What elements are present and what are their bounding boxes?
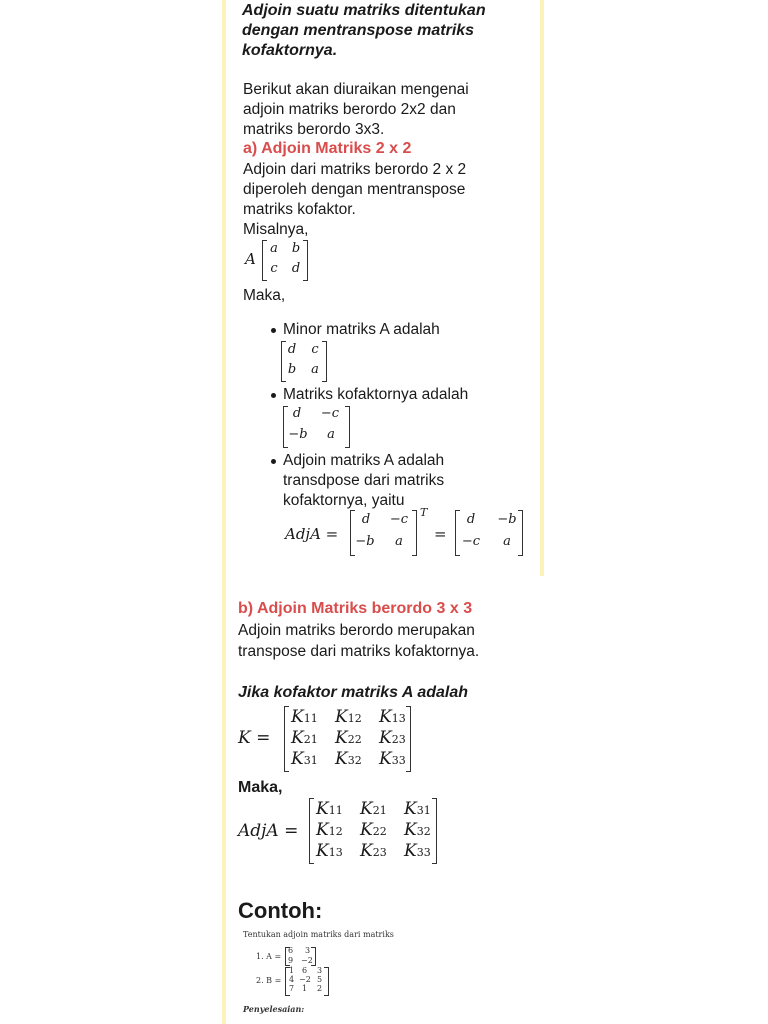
minor-cell: d <box>287 342 297 357</box>
adj-matrix-cell: K21 <box>360 799 387 819</box>
penyelesaian-label: Penyelesaian: <box>243 1004 305 1014</box>
section-a-line-1: Adjoin dari matriks berordo 2 x 2 <box>243 161 467 178</box>
minor-cell: a <box>311 362 319 377</box>
section-a-line-2: diperoleh dengan mentranspose <box>243 181 466 198</box>
ex1-cell: 3 <box>305 946 311 955</box>
heading-line-1: Adjoin suatu matriks ditentukan <box>242 2 486 19</box>
adj-left-cell: a <box>395 534 403 549</box>
adj-right-cell: d <box>466 512 476 527</box>
contoh-heading: Contoh: <box>238 898 323 923</box>
ex2-cell: 7 <box>289 984 295 993</box>
ex2-cell: 4 <box>289 975 295 984</box>
adj-matrix-cell: K22 <box>360 820 387 840</box>
heading-line-2: dengan mentranspose matriks <box>242 22 475 39</box>
k-matrix-cell: K12 <box>335 707 362 727</box>
maka-label: Maka, <box>243 287 286 304</box>
left-bracket <box>284 706 289 772</box>
right-bracket <box>303 240 308 281</box>
adj-matrix-cell: K12 <box>316 820 343 840</box>
bullet-dot <box>271 459 276 464</box>
right-bracket <box>324 967 329 996</box>
right-bracket <box>518 510 523 556</box>
ex2-cell: 1 <box>302 984 308 993</box>
adj-left-cell: −c <box>389 512 409 527</box>
k-matrix-cell: K21 <box>291 728 318 748</box>
page-top-panel <box>226 0 540 576</box>
right-yellow-border <box>540 0 544 576</box>
example-2-label: 2. B = <box>256 976 282 985</box>
right-bracket <box>311 947 316 966</box>
matrix-a-cell: b <box>291 241 301 256</box>
matrix-a-cell: a <box>270 241 278 256</box>
k-matrix-cell: K22 <box>335 728 362 748</box>
adj-matrix-cell: K13 <box>316 841 343 861</box>
cofactor-cell: −b <box>288 427 308 442</box>
bullet-cofactor-text: Matriks kofaktornya adalah <box>283 386 469 403</box>
right-bracket <box>345 406 350 448</box>
equals-sign: = <box>434 525 447 543</box>
adj-matrix-cell: K11 <box>316 799 343 819</box>
left-bracket <box>350 510 355 556</box>
ex2-cell: −2 <box>299 975 311 984</box>
tentukan-text: Tentukan adjoin matriks dari matriks <box>243 930 394 939</box>
bullet-dot <box>271 393 276 398</box>
left-bracket <box>455 510 460 556</box>
matrix-a-cell: d <box>291 261 301 276</box>
cofactor-cell: −c <box>320 406 340 421</box>
bullet-adjoin-line-1: Adjoin matriks A adalah <box>283 452 445 469</box>
intro-line-3: matriks berordo 3x3. <box>243 121 385 138</box>
adj-label: AdjA = <box>285 525 339 543</box>
ex2-cell: 3 <box>317 966 323 975</box>
section-a-line-3: matriks kofaktor. <box>243 201 356 218</box>
misalnya-label: Misalnya, <box>243 221 309 238</box>
section-b-line-2: transpose dari matriks kofaktornya. <box>238 643 480 660</box>
k-matrix-cell: K31 <box>291 749 318 769</box>
left-bracket <box>309 798 314 864</box>
ex2-cell: 2 <box>317 984 323 993</box>
right-bracket <box>432 798 437 864</box>
adj-left-cell: d <box>361 512 371 527</box>
ex2-cell: 1 <box>289 966 295 975</box>
adj-matrix-cell: K33 <box>404 841 431 861</box>
right-bracket <box>412 510 417 556</box>
bullet-dot <box>271 328 276 333</box>
k-matrix-cell: K11 <box>291 707 318 727</box>
ex1-cell: 6 <box>288 946 294 955</box>
heading-line-3: kofaktornya. <box>242 42 338 59</box>
cofactor-cell: a <box>327 427 335 442</box>
right-bracket <box>322 341 327 382</box>
adj-right-cell: −c <box>461 534 481 549</box>
adj-matrix-cell: K32 <box>404 820 431 840</box>
intro-line-1: Berikut akan diuraikan mengenai <box>243 81 469 98</box>
ex2-cell: 6 <box>302 966 308 975</box>
section-a-title: a) Adjoin Matriks 2 x 2 <box>243 140 412 157</box>
bullet-minor-text: Minor matriks A adalah <box>283 321 440 338</box>
maka-bold-label: Maka, <box>238 779 283 796</box>
page-bottom-panel <box>226 576 544 1024</box>
adj-right-cell: −b <box>497 512 517 527</box>
k-matrix-cell: K23 <box>379 728 406 748</box>
minor-cell: c <box>311 342 319 357</box>
transpose-superscript: T <box>420 506 428 519</box>
k-matrix-cell: K33 <box>379 749 406 769</box>
k-matrix-cell: K32 <box>335 749 362 769</box>
example-1-label: 1. A = <box>256 952 282 961</box>
adj3-label: AdjA = <box>238 821 299 841</box>
k-label: K = <box>238 728 271 748</box>
adj-matrix-cell: K23 <box>360 841 387 861</box>
adj-matrix-cell: K31 <box>404 799 431 819</box>
ex2-cell: 5 <box>317 975 323 984</box>
minor-cell: b <box>287 362 297 377</box>
cofactor-cell: d <box>292 406 302 421</box>
right-bracket <box>406 706 411 772</box>
matrix-a-label: A <box>245 250 256 268</box>
intro-line-2: adjoin matriks berordo 2x2 dan <box>243 101 456 118</box>
section-b-title: b) Adjoin Matriks berordo 3 x 3 <box>238 600 473 617</box>
matrix-a-cell: c <box>270 261 278 276</box>
adj-right-cell: a <box>503 534 511 549</box>
k-matrix-cell: K13 <box>379 707 406 727</box>
ex1-cell: 9 <box>288 956 294 965</box>
jika-kofaktor-text: Jika kofaktor matriks A adalah <box>238 684 469 701</box>
adj-left-cell: −b <box>355 534 375 549</box>
ex1-cell: −2 <box>301 956 313 965</box>
bullet-adjoin-line-3: kofaktornya, yaitu <box>283 492 405 509</box>
section-b-line-1: Adjoin matriks berordo merupakan <box>238 622 475 639</box>
bullet-adjoin-line-2: transdpose dari matriks <box>283 472 445 489</box>
